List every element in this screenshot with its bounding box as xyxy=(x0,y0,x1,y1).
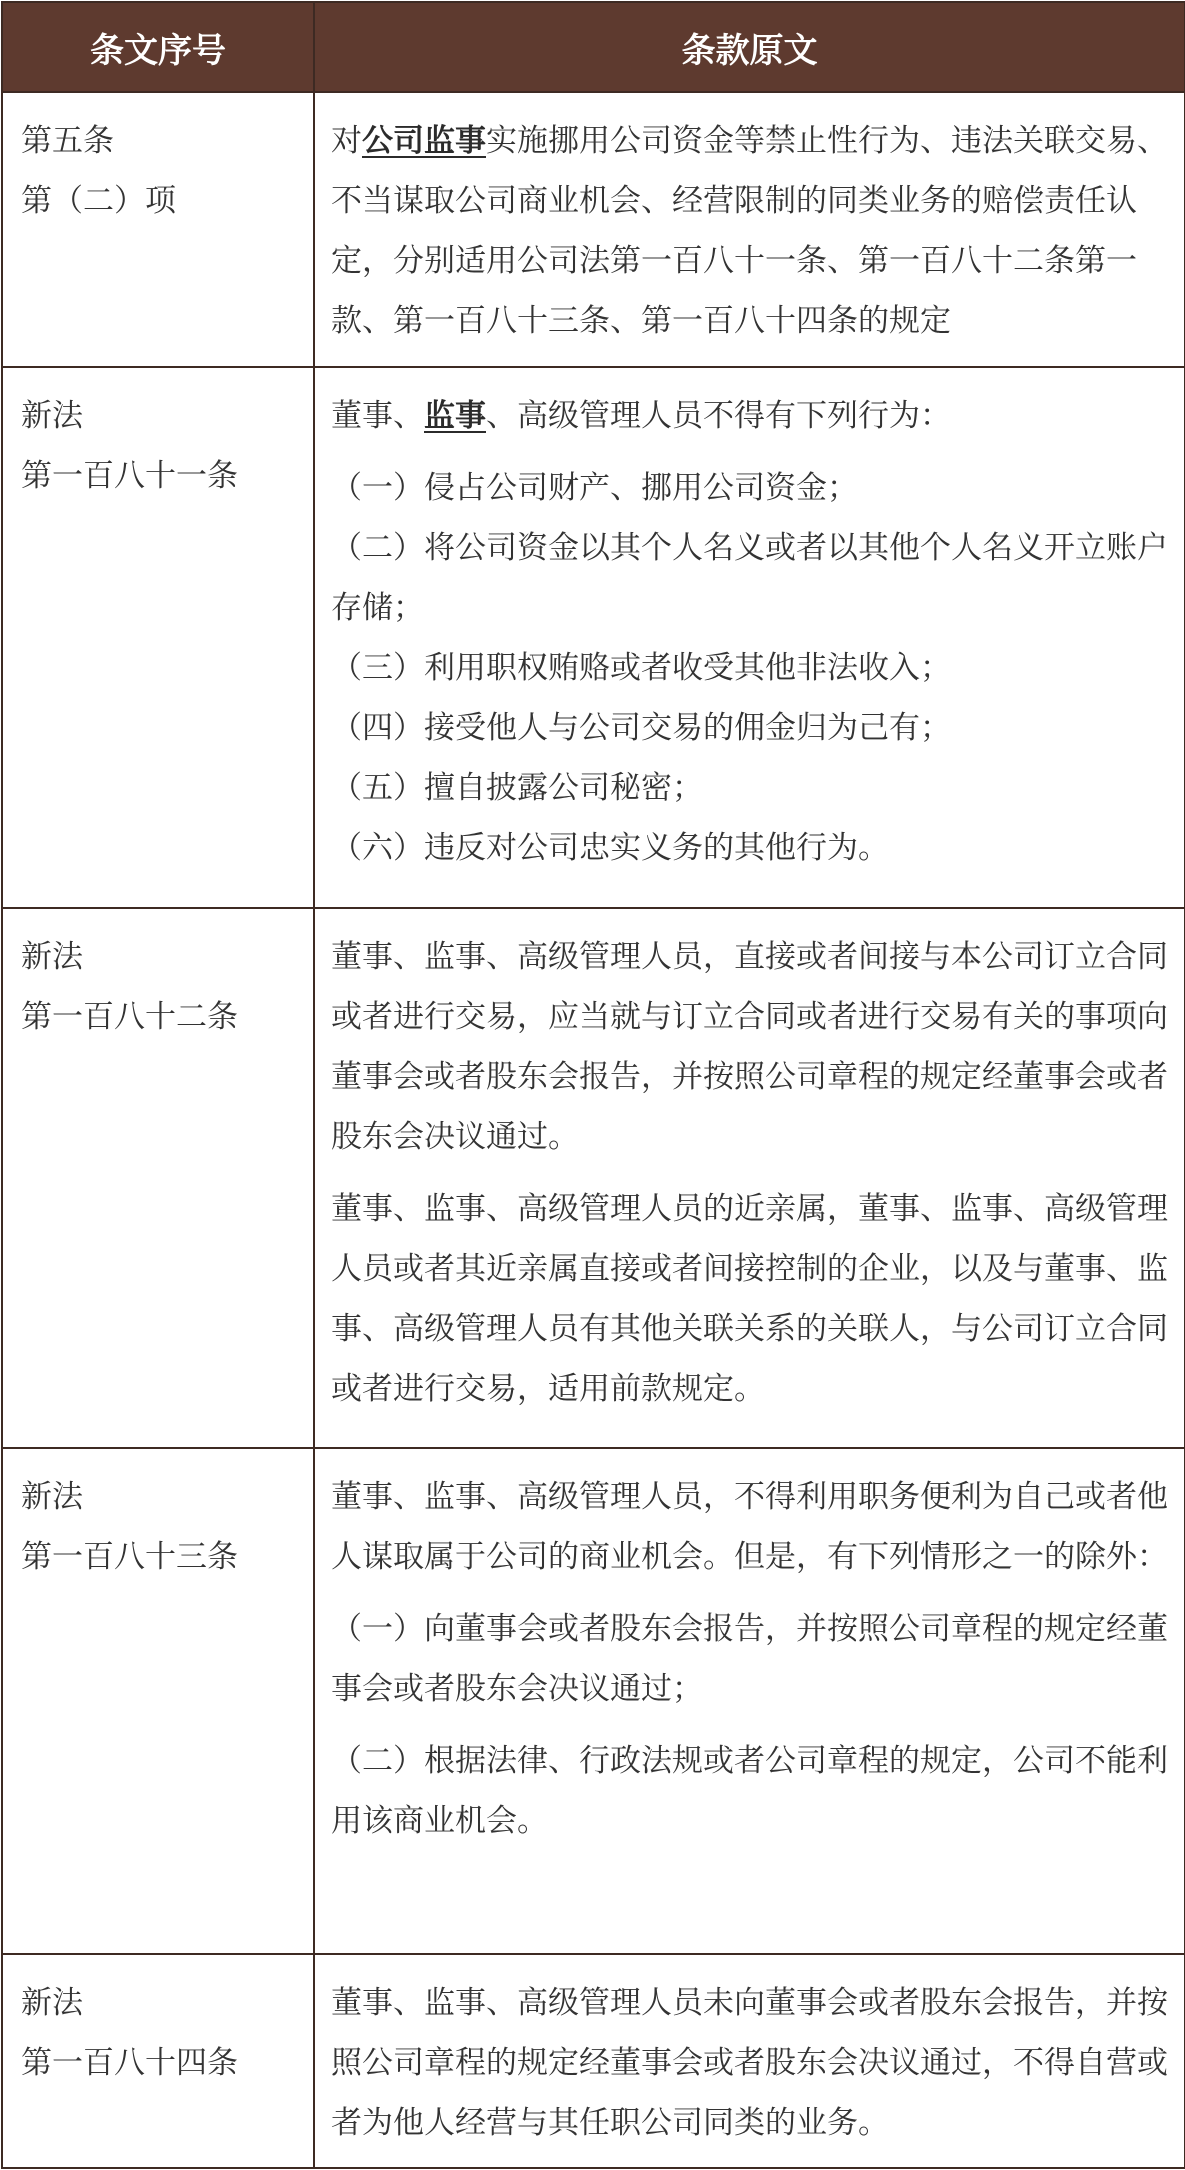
article-paragraph: 对公司监事实施挪用公司资金等禁止性行为、违法关联交易、不当谋取公司商业机会、经营限制的同类业务的赔偿责任认定，分别适用公司法第一百八十一条、第一百八十二条第一款、第一百八十三条、第一百八十四条的规定 xyxy=(331,123,1168,339)
article-item: 第一百八十一条 xyxy=(21,458,238,494)
article-text-cell xyxy=(314,92,1185,367)
article-item: 第一百八十三条 xyxy=(21,1539,238,1575)
article-paragraph: 董事、监事、高级管理人员，不得利用职务便利为自己或者他人谋取属于公司的商业机会。但是，有下列情形之一的除外： xyxy=(331,1479,1168,1575)
article-number-cell xyxy=(2,1954,314,2168)
table-row xyxy=(2,1954,1185,2168)
list-item: （二）将公司资金以其个人名义或者以其他个人名义开立账户存储； xyxy=(331,530,1168,626)
list-item: （四）接受他人与公司交易的佣金归为己有； xyxy=(331,710,951,746)
article-number-cell xyxy=(2,92,314,367)
list-item: （五）擅自披露公司秘密； xyxy=(331,770,703,806)
table-row xyxy=(2,1448,1185,1954)
article-text-cell xyxy=(314,1954,1185,2168)
list-item: （一）侵占公司财产、挪用公司资金； xyxy=(331,470,858,506)
header-article-number: 条文序号 xyxy=(2,2,314,92)
article-text-cell xyxy=(314,908,1185,1448)
emphasis-supervisor: 公司监事 xyxy=(362,123,486,159)
article-label: 新法 xyxy=(21,1479,83,1515)
article-label: 新法 xyxy=(21,1985,83,2021)
article-label: 新法 xyxy=(21,398,83,434)
article-paragraph: 董事、监事、高级管理人员，直接或者间接与本公司订立合同或者进行交易，应当就与订立合同或者进行交易有关的事项向董事会或者股东会报告，并按照公司章程的规定经董事会或者股东会决议通过。 xyxy=(331,939,1168,1155)
list-item: （三）利用职权贿赂或者收受其他非法收入； xyxy=(331,650,951,686)
article-item: 第一百八十二条 xyxy=(21,999,238,1035)
article-paragraph: 董事、监事、高级管理人员不得有下列行为： xyxy=(331,398,951,434)
table-row xyxy=(2,908,1185,1448)
table-header-row xyxy=(2,2,1185,92)
table-row xyxy=(2,92,1185,367)
law-comparison-table xyxy=(1,1,1185,2169)
header-article-text: 条款原文 xyxy=(314,2,1185,92)
article-item: 第一百八十四条 xyxy=(21,2045,238,2081)
article-label: 新法 xyxy=(21,939,83,975)
article-paragraph: 董事、监事、高级管理人员的近亲属，董事、监事、高级管理人员或者其近亲属直接或者间接控制的企业，以及与董事、监事、高级管理人员有其他关联关系的关联人，与公司订立合同或者进行交易，适用前款规定。 xyxy=(331,1191,1168,1407)
article-paragraph: （一）向董事会或者股东会报告，并按照公司章程的规定经董事会或者股东会决议通过； xyxy=(331,1611,1168,1707)
article-number-cell xyxy=(2,1448,314,1954)
article-item: 第（二）项 xyxy=(21,183,176,219)
article-paragraph: 董事、监事、高级管理人员未向董事会或者股东会报告，并按照公司章程的规定经董事会或者股东会决议通过，不得自营或者为他人经营与其任职公司同类的业务。 xyxy=(331,1985,1168,2141)
article-number-cell xyxy=(2,367,314,908)
article-text-cell xyxy=(314,1448,1185,1954)
article-text-cell xyxy=(314,367,1185,908)
article-number-cell xyxy=(2,908,314,1448)
list-item: （六）违反对公司忠实义务的其他行为。 xyxy=(331,830,889,866)
article-paragraph: （二）根据法律、行政法规或者公司章程的规定，公司不能利用该商业机会。 xyxy=(331,1743,1168,1839)
article-label: 第五条 xyxy=(21,123,114,159)
emphasis-supervisor: 监事 xyxy=(424,398,486,434)
table-row xyxy=(2,367,1185,908)
